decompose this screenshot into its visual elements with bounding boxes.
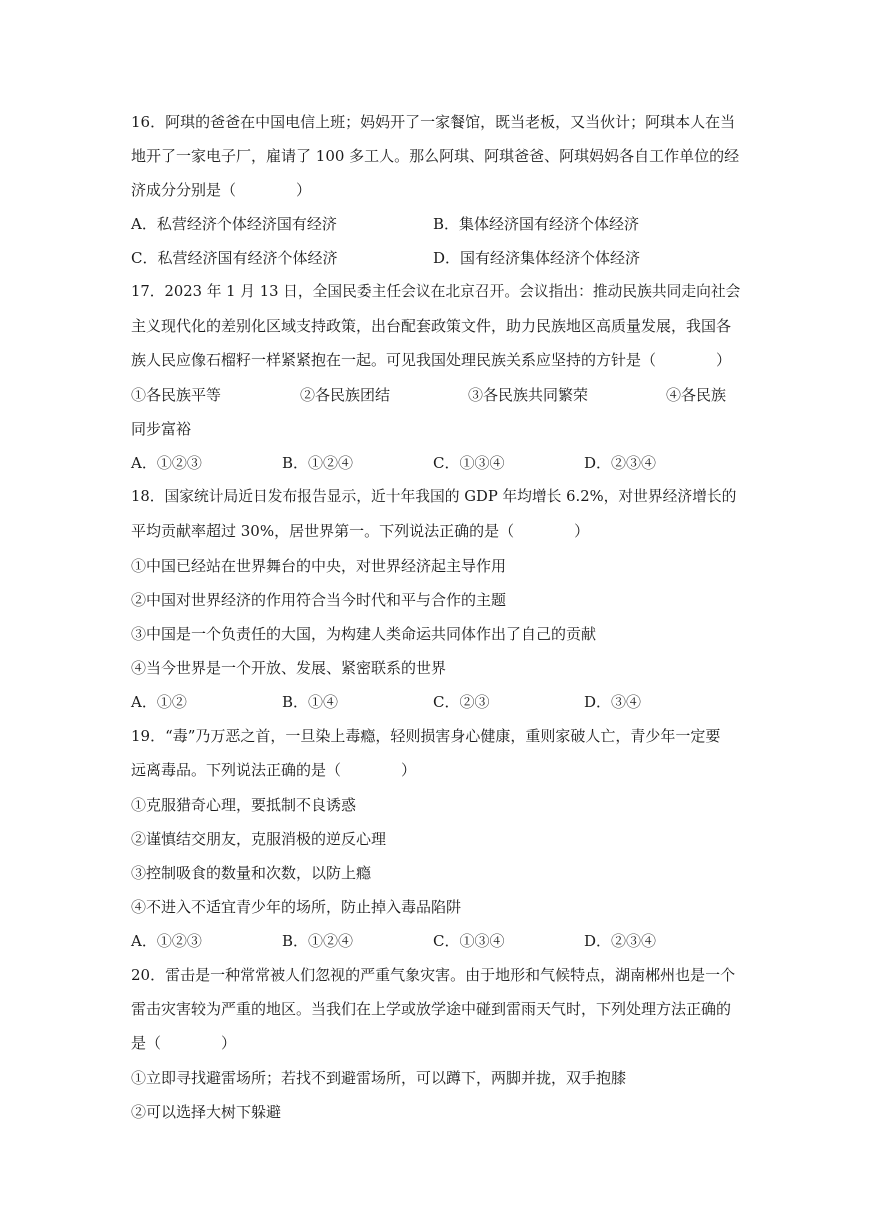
q18-item-3: ③中国是一个负责任的大国，为构建人类命运共同体作出了自己的贡献 xyxy=(131,625,597,643)
q17-item-1: ①各民族平等 xyxy=(131,386,222,404)
q18-item-1: ①中国已经站在世界舞台的中央，对世界经济起主导作用 xyxy=(131,557,507,575)
q18-stem-line-2: 平均贡献率超过 30%，居世界第一。下列说法正确的是（ ） xyxy=(131,522,590,540)
q19-item-3: ③控制吸食的数量和次数，以防上瘾 xyxy=(131,864,372,882)
q17-option-c: C．①③④ xyxy=(433,454,505,472)
q17-item-3: ③各民族共同繁荣 xyxy=(468,386,589,404)
q17-item-4-continued: 同步富裕 xyxy=(131,420,192,438)
q17-item-2: ②各民族团结 xyxy=(300,386,391,404)
q19-item-4: ④不进入不适宜青少年的场所，防止掉入毒品陷阱 xyxy=(131,898,462,916)
q18-item-2: ②中国对世界经济的作用符合当今时代和平与合作的主题 xyxy=(131,591,507,609)
q16-stem-line-2: 地开了一家电子厂，雇请了 100 多工人。那么阿琪、阿琪爸爸、阿琪妈妈各自工作单位的经 xyxy=(131,147,740,165)
q17-stem-line-2: 主义现代化的差别化区域支持政策，出台配套政策文件，助力民族地区高质量发展，我国各 xyxy=(131,317,732,335)
q20-stem-line-2: 雷击灾害较为严重的地区。当我们在上学或放学途中碰到雷雨天气时，下列处理方法正确的 xyxy=(131,1000,732,1018)
q18-stem-line-1: 18．国家统计局近日发布报告显示，近十年我国的 GDP 年均增长 6.2%，对世界经济增长的 xyxy=(131,488,737,505)
q19-option-a: A．①②③ xyxy=(131,932,202,950)
q16-option-d: D．国有经济集体经济个体经济 xyxy=(433,249,641,267)
q19-option-d: D．②③④ xyxy=(584,932,657,950)
q20-stem-line-3: 是（ ） xyxy=(131,1034,237,1052)
q18-option-a: A．①② xyxy=(131,693,187,711)
q19-option-b: B．①②④ xyxy=(282,932,354,950)
q17-option-d: D．②③④ xyxy=(584,454,657,472)
q17-item-4: ④各民族 xyxy=(666,386,727,404)
q17-option-b: B．①②④ xyxy=(282,454,354,472)
q18-option-d: D．③④ xyxy=(584,693,642,711)
q19-stem-line-2: 远离毒品。下列说法正确的是（ ） xyxy=(131,761,417,779)
q18-option-b: B．①④ xyxy=(282,693,339,711)
q16-option-c: C．私营经济国有经济个体经济 xyxy=(131,249,338,267)
q17-option-a: A．①②③ xyxy=(131,454,202,472)
q18-item-4: ④当今世界是一个开放、发展、紧密联系的世界 xyxy=(131,659,447,677)
q16-option-b: B．集体经济国有经济个体经济 xyxy=(433,215,640,233)
q16-option-a: A．私营经济个体经济国有经济 xyxy=(131,215,337,233)
q20-stem-line-1: 20．雷击是一种常常被人们忽视的严重气象灾害。由于地形和气候特点，湖南郴州也是一个 xyxy=(131,966,736,984)
q17-stem-line-1: 17．2023 年 1 月 13 日，全国民委主任会议在北京召开。会议指出：推动民族共同走向社会 xyxy=(131,283,741,300)
q19-option-c: C．①③④ xyxy=(433,932,505,950)
q18-option-c: C．②③ xyxy=(433,693,490,711)
q19-stem-line-1: 19．“毒”乃万恶之首，一旦染上毒瘾，轻则损害身心健康，重则家破人亡，青少年一定要 xyxy=(131,727,721,745)
q20-item-2: ②可以选择大树下躲避 xyxy=(131,1103,282,1121)
q19-item-1: ①克服猎奇心理，要抵制不良诱惑 xyxy=(131,796,357,814)
q17-stem-line-3: 族人民应像石榴籽一样紧紧抱在一起。可见我国处理民族关系应坚持的方针是（ ） xyxy=(131,351,732,369)
q19-item-2: ②谨慎结交朋友，克服消极的逆反心理 xyxy=(131,830,387,848)
q20-item-1: ①立即寻找避雷场所；若找不到避雷场所，可以蹲下，两脚并拢，双手抱膝 xyxy=(131,1069,627,1087)
q16-stem-line-1: 16．阿琪的爸爸在中国电信上班；妈妈开了一家餐馆，既当老板，又当伙计；阿琪本人在当 xyxy=(131,113,736,131)
q16-stem-line-3: 济成分分别是（ ） xyxy=(131,181,312,199)
